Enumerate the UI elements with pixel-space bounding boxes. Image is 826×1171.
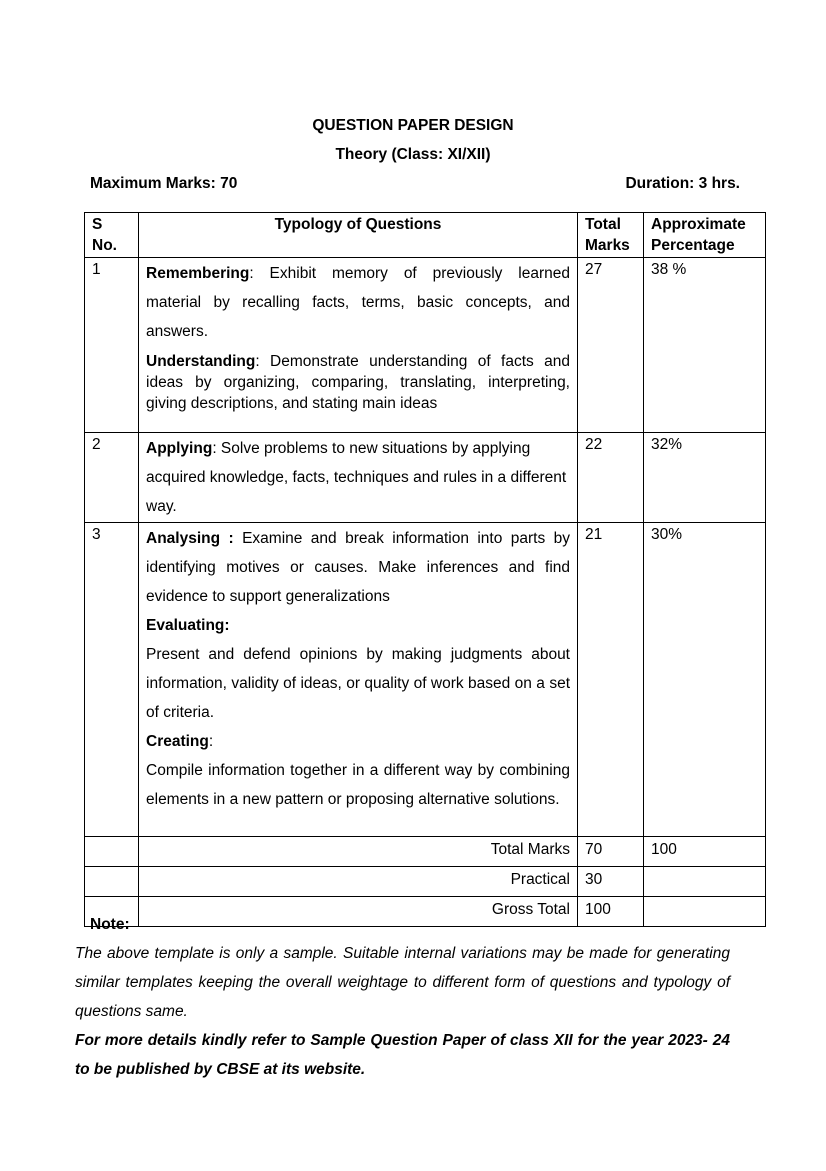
term-analysing: Analysing : [146,530,234,547]
typology-remembering [146,259,570,346]
table-row [85,523,766,837]
summary-empty-cell [85,837,139,867]
col-header-total-marks: Total Marks [578,213,644,258]
term-creating: Creating [146,733,209,750]
summary-row-gross-total [85,897,766,927]
typology-understanding [146,351,570,414]
summary-marks: 30 [578,867,644,897]
desc-creating: Compile information together in a different way by combining elements in a new pattern or proposing alternative solutions. [146,762,570,808]
note-text-template: The above template is only a sample. Suitable internal variations may be made for generating similar templates keeping the overall weightage to different form of questions and typology of questions same. [75,945,730,1020]
desc-creating-suffix: : [208,733,214,750]
summary-percentage [644,897,766,927]
page-subtitle: Theory (Class: XI/XII) [335,146,491,163]
typology-evaluating [146,640,570,727]
typology-creating-heading [146,727,570,756]
table-header-row [85,213,766,258]
term-remembering: Remembering [146,265,250,282]
row-marks: 21 [578,523,644,837]
summary-percentage [644,867,766,897]
note-text-reference: For more details kindly refer to Sample Question Paper of class XII for the year 2023- 24 to be published by CBSE at its website. [75,1032,730,1078]
summary-label: Gross Total [139,897,578,927]
desc-applying: : Solve problems to new situations by applying acquired knowledge, facts, techniques and rules in a different way. [146,440,567,515]
question-design-table [84,212,766,927]
col-header-sno: S No. [85,213,139,258]
duration: Duration: 3 hrs. [625,175,740,192]
row-percentage: 38 % [644,258,766,433]
col-header-percentage: Approximate Percentage [644,213,766,258]
table-row [85,258,766,433]
row-typology [139,258,578,433]
typology-evaluating-heading [146,611,570,640]
summary-label: Practical [139,867,578,897]
desc-analysing: Examine and break information into parts by identifying motives or causes. Make inferences and find evidence to support generalizations [146,530,570,605]
row-sno: 2 [85,433,139,523]
row-typology [139,433,578,523]
desc-evaluating: Present and defend opinions by making judgments about information, validity of ideas, or quality of work based on a set of criteria. [146,646,570,721]
typology-applying [146,434,570,521]
note-label: Note: [90,916,130,933]
summary-marks: 70 [578,837,644,867]
typology-creating [146,756,570,814]
summary-label: Total Marks [139,837,578,867]
row-percentage: 30% [644,523,766,837]
maximum-marks: Maximum Marks: 70 [90,175,238,192]
summary-row-practical [85,867,766,897]
summary-percentage: 100 [644,837,766,867]
row-typology [139,523,578,837]
summary-marks: 100 [578,897,644,927]
row-sno: 3 [85,523,139,837]
term-applying: Applying [146,440,213,457]
page-title: QUESTION PAPER DESIGN [312,117,514,134]
row-sno: 1 [85,258,139,433]
row-percentage: 32% [644,433,766,523]
desc-remembering: : Exhibit memory of previously learned material by recalling facts, terms, basic concepts, and answers. [146,265,570,340]
typology-analysing [146,524,570,611]
row-marks: 22 [578,433,644,523]
row-marks: 27 [578,258,644,433]
desc-understanding: : Demonstrate understanding of facts and ideas by organizing, comparing, translating, interpreting, giving descriptions, and stating main ideas [146,353,570,412]
term-evaluating: Evaluating: [146,617,230,634]
summary-empty-cell [85,867,139,897]
term-understanding: Understanding [146,353,256,370]
table-row [85,433,766,523]
summary-row-total-marks [85,837,766,867]
col-header-typology: Typology of Questions [139,213,578,258]
